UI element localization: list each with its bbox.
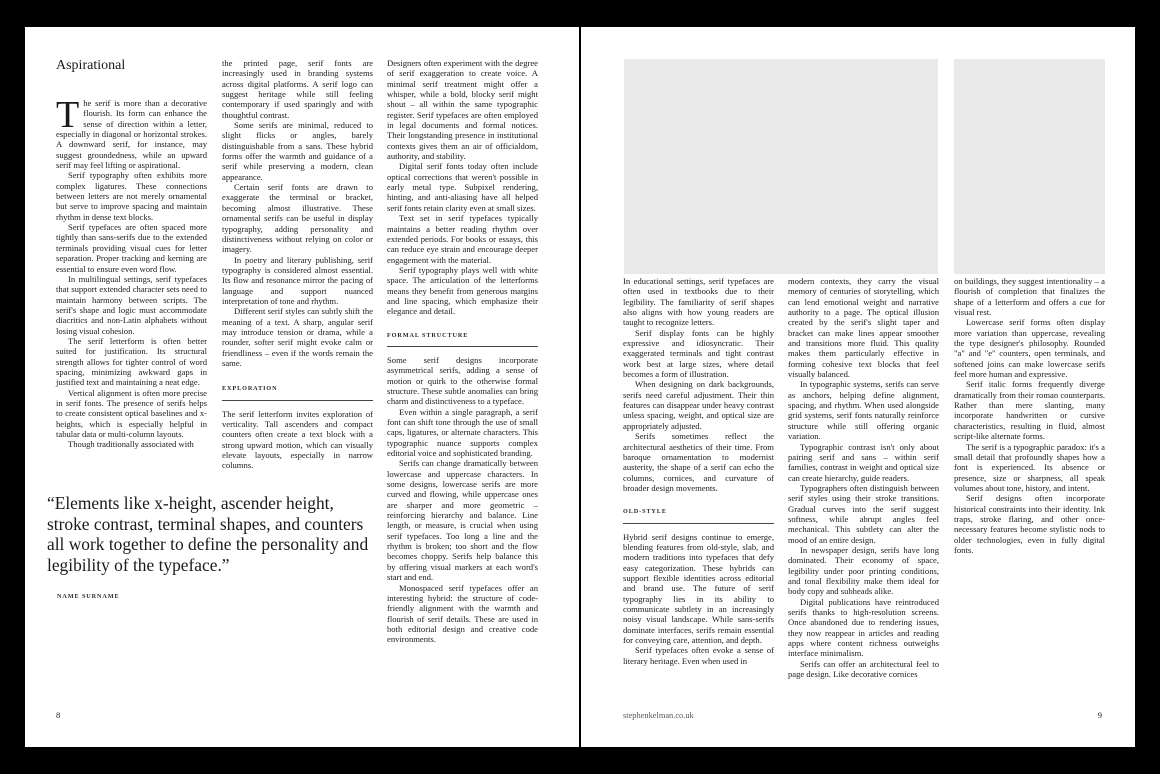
paragraph: In newspaper design, serifs have long dominated. Their economy of space, legibility under poor printing conditions, and tonal flexibility make them ideal for body copy and subheads alike.	[788, 544, 939, 597]
first-paragraph	[56, 94, 207, 171]
paragraph: Text set in serif typefaces typically maintains a better reading rhythm over extended periods. For books or essays, this can reduce eye strain and encourage deeper engagement with the material.	[387, 213, 538, 265]
paragraph: The serif letterform is often better suited for justification. Its structural strength allows for tighter control of word spacing, minimizing awkward gaps in justified text and maintaining a neat edge.	[56, 335, 207, 388]
paragraph: Vertical alignment is often more precise in serif fonts. The presence of serifs helps to create consistent optical baselines and x-heights, which is especially helpful in tabular data or multi-column layouts.	[56, 387, 207, 439]
quote-attribution: NAME SURNAME	[57, 593, 120, 600]
paragraph: on buildings, they suggest intentionality – a flourish of completion that finalizes the shape of a letterform and offers a cue for visual rest.	[954, 276, 1105, 318]
paragraph: Designers often experiment with the degree of serif exaggeration to create voice. A minimal serif treatment might offer a whisper, while a bold, blocky serif might shout – all within the same typographic register. Serif typefaces are often employed in legal documents and formal notices. Their longstanding presence in institutional contexts gives them an air of officialdom, authority, and stability.	[387, 58, 538, 162]
paragraph: modern contexts, they carry the visual memory of centuries of storytelling, which can lend emotional weight and narrative authority to a page. The optical illusion created by the serif's slight taper and bracket can make lines appear smoother and transitions more fluid. This quality makes them particularly effective in forming cohesive text blocks that feel visually balanced.	[788, 276, 939, 380]
paragraph: Serif typefaces are often spaced more tightly than sans-serifs due to the extended terminals providing visual cues for letter separation. Proper tracking and kerning are essential to ensure even word flow.	[56, 222, 207, 274]
paragraph: Serifs can offer an architectural feel to page design. Like decorative cornices	[788, 658, 939, 680]
paragraph: Certain serif fonts are drawn to exaggerate the terminal or bracket, becoming almost illustrative. These ornamental serifs can be useful in display typography, adding personality and distinctiveness without relying on color or imagery.	[222, 182, 373, 255]
paragraph: Lowercase serif forms often display more variation than uppercase, revealing the type designer's philosophy. Rounded "a" and "e" counters, open terminals, and softened joins can make lowercase serifs feel more human and expressive.	[954, 317, 1105, 380]
paragraph: Hybrid serif designs continue to emerge, blending features from old-style, slab, and modern traditions into typefaces that defy easy categorization. These hybrids can support flexible identities across editorial and brand use. The future of serif typography lies in its ability to communicate subtlety in an increasingly noisy visual landscape. While sans-serifs dominate interfaces, serifs remain essential for conveying care, attention, and depth.	[623, 531, 774, 645]
right-column-1	[623, 276, 774, 666]
paragraph: In poetry and literary publishing, serif typography is considered almost essential. Its flow and resonance mirror the pacing of language and support nuanced interpretation of tone and rhythm.	[222, 254, 373, 306]
paragraph: Serif typography plays well with white space. The articulation of the letterforms means they benefit from generous margins and line spacing, which emphasize their elegance and detail.	[387, 264, 538, 317]
section-heading-formal-structure: FORMAL STRUCTURE	[387, 331, 469, 339]
page-title: Aspirational	[56, 58, 126, 73]
section-heading-old-style: OLD-STYLE	[623, 508, 667, 516]
paragraph: Serifs can change dramatically between lowercase and uppercase characters. In some designs, lowercase serifs are more curved and flowing, while uppercase ones are sharper and more geometric – reinforcing hierarchy and balance. Line length, or measure, is crucial when using serif typefaces. Too long a line and the rhythm is broken; too short and the flow becomes choppy. Serifs help balance this by offering visual markers at each word's start and end.	[387, 458, 538, 583]
right-column-3	[954, 276, 1105, 555]
paragraph: Though traditionally associated with	[68, 439, 194, 450]
paragraph: Serif typography often exhibits more complex ligatures. These connections between letters are not merely ornamental but serve to improve spacing and maintain rhythm in dense text blocks.	[56, 170, 207, 222]
paragraph: Typographers often distinguish between serif styles using their stroke transitions. Gradual curves into the serif suggest softness, while abrupt angles feel mechanical. This subtlety can alter the mood of an entire design.	[788, 482, 939, 545]
paragraph: Digital publications have reintroduced serifs thanks to high-resolution screens. Once abandoned due to rendering issues, they now reappear in articles and reading apps where content richness outweighs interface minimalism.	[788, 596, 939, 659]
page-number: 8	[56, 710, 61, 720]
paragraph: Serif display fonts can be highly expressive and idiosyncratic. Their exaggerated terminals and tight contrast work best at large sizes, where detail becomes a form of illustration.	[623, 327, 774, 380]
paragraph: he serif is more than a decorative flourish. Its form can enhance the sense of direction within a letter, especially in diagonal or horizontal strokes. A downward serif, for instance, may suggest groundedness, while an upward serif may feel lifting or aspirational.	[56, 98, 207, 171]
right-column-2	[788, 276, 939, 679]
image-placeholder-small	[954, 59, 1105, 274]
paragraph: When designing on dark backgrounds, serifs need careful adjustment. Their thin features can disappear under heavy contrast unless spacing, weight, and optical size are appropriately adjusted.	[623, 379, 774, 431]
section-rule	[222, 400, 373, 401]
image-placeholder-large	[624, 59, 938, 274]
paragraph: Some serifs are minimal, reduced to slight flicks or angles, barely distinguishable from a sans. These hybrid forms offer the warmth and guidance of a serif while preserving a modern, clean appearance.	[222, 120, 373, 182]
paragraph: In educational settings, serif typefaces are often used in textbooks due to their legibility. The familiarity of serif shapes also aligns with how young readers are taught to recognize letters.	[623, 276, 774, 328]
paragraph: Serifs sometimes reflect the architectural aesthetics of their time. From baroque ornamentation to modernist austerity, the shape of a serif can echo the columns, cornices, and curvature of broader design movements.	[623, 431, 774, 493]
paragraph: the printed page, serif fonts are increasingly used in branding systems across digital platforms. A serif logo can suggest heritage while still feeling contemporary if used sparingly and with thoughtful contrast.	[222, 58, 373, 120]
left-column-2	[222, 58, 373, 471]
page-number: 9	[1097, 710, 1102, 720]
left-page	[25, 27, 579, 747]
drop-cap: T	[56, 94, 80, 136]
paragraph: Monospaced serif typefaces offer an interesting hybrid: the structure of code-friendly alignment with the warmth and flourish of serif details. These are used in both editorial design and creative code environments.	[387, 582, 538, 645]
paragraph: Serif italic forms frequently diverge dramatically from their roman counterparts. Rather than mere slanting, many incorporate handwritten or cursive characteristics, resulting in fluid, almost script-like alternate forms.	[954, 379, 1105, 442]
paragraph: Some serif designs incorporate asymmetrical serifs, adding a sense of motion or quirk to the otherwise formal structure. These subtle anomalies can bring charm and distinctiveness to a typeface.	[387, 354, 538, 407]
section-rule	[387, 346, 538, 347]
paragraph: In multilingual settings, serif typefaces that support extended character sets need to maintain harmony between scripts. The serif's shape and logic must accommodate diacritics and non-Latin alphabets without losing visual cohesion.	[56, 273, 207, 336]
paragraph: Even within a single paragraph, a serif font can shift tone through the use of small caps, ligatures, or alternate characters. This typographic nuance supports complex editorial voice and sophisticated branding.	[387, 406, 538, 459]
section-rule	[623, 523, 774, 524]
pull-quote: “Elements like x-height, ascender height, stroke contrast, terminal shapes, and counters all work together to define the personality and legibility of the typeface.”	[47, 493, 369, 575]
right-page	[581, 27, 1135, 747]
paragraph: The serif letterform invites exploration of verticality. Tall ascenders and compact counters often create a text block with a strong upward motion, which can visually elevate layouts, especially in narrow columns.	[222, 408, 373, 471]
paragraph: Serif designs often incorporate historical constraints into their identity. Ink traps, stroke flaring, and other once-necessary features become stylistic nods to older technologies, even in fully digital fonts.	[954, 493, 1105, 555]
paragraph: Different serif styles can subtly shift the meaning of a text. A sharp, angular serif may introduce tension or drama, while a rounder, softer serif might evoke calm or friendliness – even if the words remain the same.	[222, 306, 373, 368]
paragraph: In typographic systems, serifs can serve as anchors, helping define alignment, spacing, and rhythm. When used alongside grid systems, serif fonts naturally reinforce structure while still offering organic variation.	[788, 379, 939, 442]
paragraph: Digital serif fonts today often include optical corrections that weren't possible in early metal type. Subpixel rendering, hinting, and anti-aliasing have all helped serif fonts retain clarity even at small sizes.	[387, 161, 538, 213]
paragraph: Typographic contrast isn't only about pairing serif and sans – within serif families, contrast in weight and optical size can create hierarchy, guide readers.	[788, 441, 939, 483]
paragraph: Serif typefaces often evoke a sense of literary heritage. Even when used in	[623, 645, 774, 666]
website-url: stephenkelman.co.uk	[623, 711, 694, 720]
left-column-3	[387, 58, 538, 645]
section-heading-exploration: EXPLORATION	[222, 385, 278, 393]
paragraph: The serif is a typographic paradox: it's a small detail that profoundly shapes how a font is experienced. Its absence or presence, size or sharpness, all speak volumes about tone, history, and intent.	[954, 441, 1105, 493]
left-column-1	[56, 94, 207, 450]
